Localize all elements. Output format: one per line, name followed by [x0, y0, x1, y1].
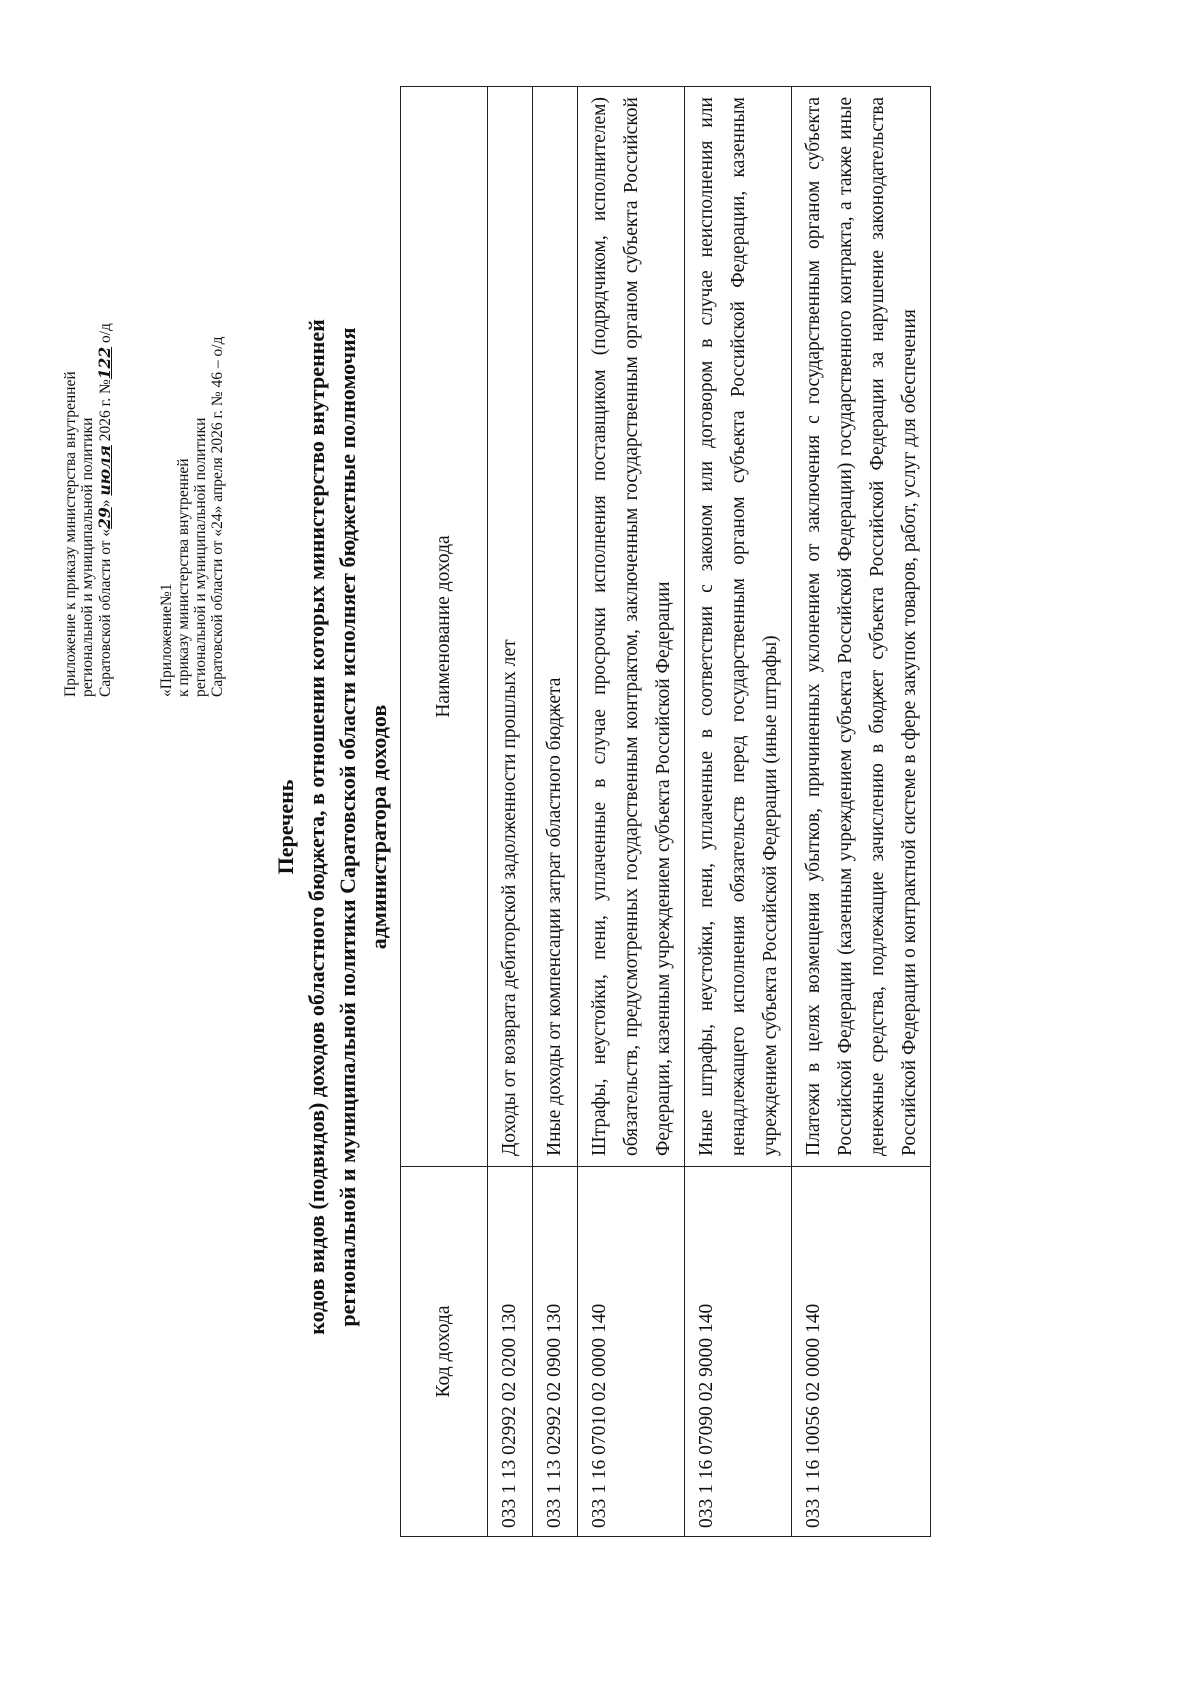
- appendix-header-line: региональной и муниципальной политики: [192, 417, 209, 697]
- appendix-header-current: [62, 57, 114, 697]
- appendix-header-line: к приказу министерства внутренней: [175, 458, 192, 697]
- title-line: региональной и муниципальной политики Саратовской области исполняет бюджетные полномочия: [335, 327, 360, 1327]
- appendix-header-line: Приложение к приказу министерства внутренней: [62, 371, 79, 697]
- date-prefix: Саратовской области от «: [97, 528, 114, 697]
- table-row: [792, 87, 931, 1537]
- document-title: [270, 77, 394, 1577]
- table-row: [533, 87, 578, 1537]
- appendix-header-line: «Приложение№1: [158, 583, 175, 697]
- date-mid: »: [97, 495, 114, 508]
- table-row: [578, 87, 685, 1537]
- handwritten-number: 122: [95, 346, 114, 380]
- income-name-cell: Иные штрафы, неустойки, пени, уплаченные в соответствии с законом или договором в случае неисполнения или ненадлежащего исполнения обязательств перед государственным органом субъекта Российской Федерации, казенным учреждением субъекта Российской Федерации (иные штрафы): [685, 87, 792, 1167]
- date-suffix: о/д: [97, 323, 114, 347]
- appendix-header-line: Саратовской области от «24» апреля 2026 г. № 46 – о/д: [209, 336, 226, 697]
- column-header-code: Код дохода: [401, 1167, 488, 1537]
- table-header-row: [401, 87, 488, 1537]
- title-line: кодов видов (подвидов) доходов областного бюджета, в отношении которых министерство внутренней: [304, 319, 329, 1335]
- column-header-name: Наименование дохода: [401, 87, 488, 1167]
- appendix-header-previous: [158, 57, 226, 697]
- income-name-cell: Доходы от возврата дебиторской задолженности прошлых лет: [488, 87, 533, 1167]
- income-codes-table: [400, 86, 931, 1537]
- table-row: [488, 87, 533, 1537]
- appendix-header-line: региональной и муниципальной политики: [79, 417, 96, 697]
- table-row: [685, 87, 792, 1537]
- date-mid-2: 2026 г. №: [97, 379, 114, 446]
- income-code-cell: 033 1 16 07090 02 9000 140: [685, 1167, 792, 1537]
- appendix-header-date-line: [96, 57, 114, 697]
- income-name-cell: Платежи в целях возмещения убытков, причиненных уклонением от заключения с государственным органом субъекта Российской Федерации (казенным учреждением субъекта Российской Федерации) государственного контракта, а также иные денежные средства, подлежащие зачислению в бюджет субъекта Российской Федерации за нарушение законодательства Российской Федерации о контрактной системе в сфере закупок товаров, работ, услуг для обеспечения: [792, 87, 931, 1167]
- handwritten-month: июля: [95, 445, 114, 496]
- title-heading: Перечень: [273, 779, 298, 875]
- handwritten-day: 29: [95, 507, 114, 529]
- income-code-cell: 033 1 13 02992 02 0200 130: [488, 1167, 533, 1537]
- income-code-cell: 033 1 16 07010 02 0000 140: [578, 1167, 685, 1537]
- income-code-cell: 033 1 13 02992 02 0900 130: [533, 1167, 578, 1537]
- income-name-cell: Штрафы, неустойки, пени, уплаченные в случае просрочки исполнения поставщиком (подрядчиком, исполнителем) обязательств, предусмотренных государственным контрактом, заключенным государственным органом субъекта Российской Федерации, казенным учреждением субъекта Российской Федерации: [578, 87, 685, 1167]
- title-line: администратора доходов: [366, 704, 391, 950]
- income-name-cell: Иные доходы от компенсации затрат областного бюджета: [533, 87, 578, 1167]
- income-code-cell: 033 1 16 10056 02 0000 140: [792, 1167, 931, 1537]
